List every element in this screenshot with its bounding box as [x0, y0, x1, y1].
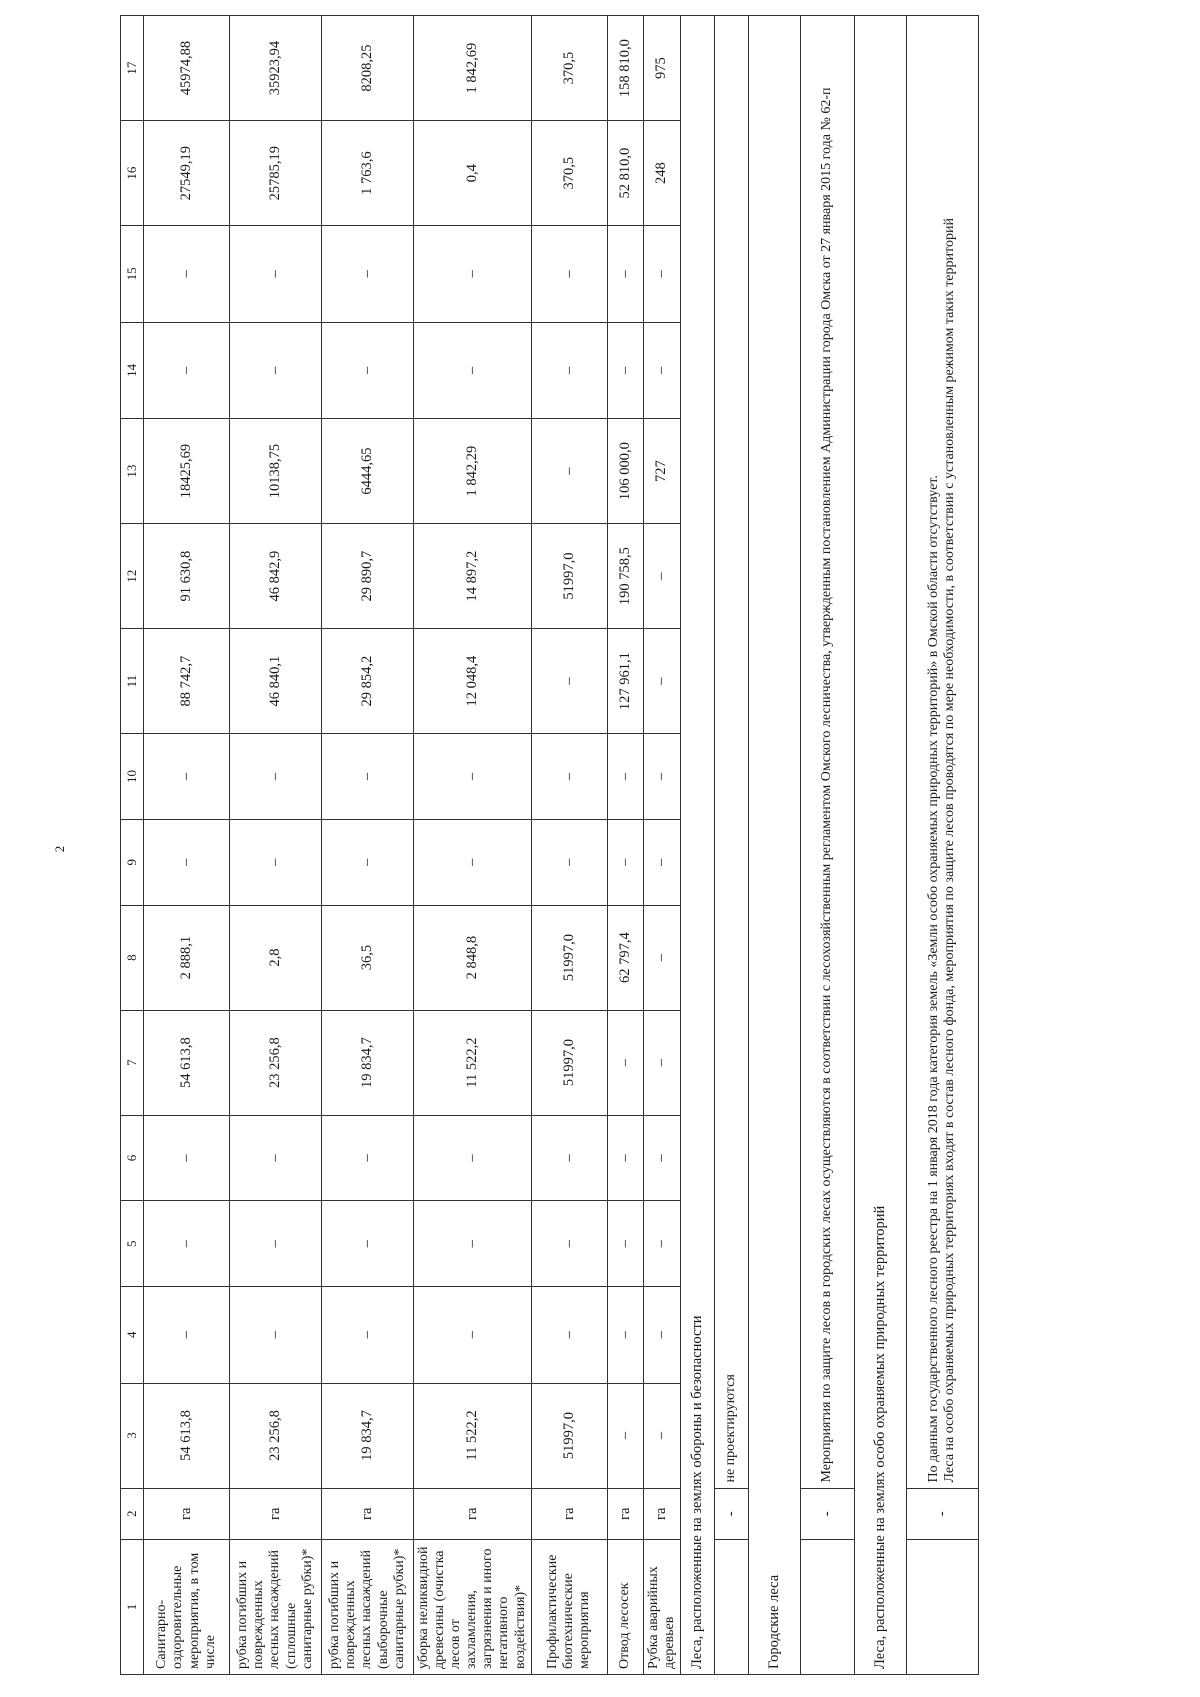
table-cell: – [414, 1287, 532, 1383]
table-cell: 12 048,4 [414, 629, 532, 734]
table-cell: – [414, 226, 532, 322]
table-cell: – [414, 1201, 532, 1287]
table-cell: га [607, 1488, 643, 1539]
table-cell: 51997,0 [531, 1010, 607, 1115]
table-cell: 2,8 [230, 905, 322, 1010]
table-cell: 2 888,1 [144, 905, 230, 1010]
table-cell: – [607, 734, 643, 820]
table-cell: – [607, 322, 643, 418]
table-cell: – [322, 819, 414, 905]
column-number: 12 [121, 524, 144, 629]
table-cell: – [607, 1383, 643, 1488]
table-cell: – [607, 1201, 643, 1287]
table-cell: – [643, 734, 680, 820]
table-cell: – [414, 734, 532, 820]
row-name: Отвод лесосек [607, 1539, 643, 1674]
section-note-row [906, 16, 978, 1675]
row-name: Санитарно-оздоровительные мероприятия, в том числе [144, 1539, 230, 1674]
table-cell: – [144, 322, 230, 418]
table-cell: – [607, 1010, 643, 1115]
table-cell: 248 [643, 121, 680, 226]
table-cell: га [230, 1488, 322, 1539]
table-cell: 14 897,2 [414, 524, 532, 629]
table-cell: 51997,0 [531, 1383, 607, 1488]
table-cell: – [230, 734, 322, 820]
table-cell: – [322, 226, 414, 322]
column-number: 4 [121, 1287, 144, 1383]
table-cell: га [414, 1488, 532, 1539]
table-row [607, 16, 643, 1675]
table-cell: – [531, 629, 607, 734]
empty-cell [714, 1539, 748, 1674]
table-cell: – [531, 819, 607, 905]
table-cell: – [607, 1115, 643, 1201]
table-cell: – [643, 1115, 680, 1201]
column-number: 14 [121, 322, 144, 418]
table-row [414, 16, 532, 1675]
table-cell: 46 840,1 [230, 629, 322, 734]
section-note [906, 16, 978, 1489]
column-number: 1 [121, 1539, 144, 1674]
table-cell: – [230, 226, 322, 322]
table-cell: 106 000,0 [607, 419, 643, 524]
table-cell: 91 630,8 [144, 524, 230, 629]
table-cell: – [144, 1287, 230, 1383]
table-cell: 23 256,8 [230, 1010, 322, 1115]
section-note-row [714, 16, 748, 1675]
table-cell: – [144, 226, 230, 322]
empty-cell [800, 1539, 854, 1674]
row-name: Профилактические биотехнические мероприятия [531, 1539, 607, 1674]
table-cell: 1 842,29 [414, 419, 532, 524]
section-title: Леса, расположенные на землях обороны и безопасности [680, 16, 714, 1675]
table-cell: 51997,0 [531, 524, 607, 629]
table-cell: – [322, 1287, 414, 1383]
table-cell: 2 848,8 [414, 905, 532, 1010]
table-cell: – [322, 322, 414, 418]
table-cell: – [144, 819, 230, 905]
table-cell: 19 834,7 [322, 1010, 414, 1115]
table-cell: – [144, 734, 230, 820]
table-row [531, 16, 607, 1675]
table-cell: 29 890,7 [322, 524, 414, 629]
table-row [643, 16, 680, 1675]
row-name: уборка неликвидной древесины (очистка лесов от захламления, загрязнения и иного негативного воздействия)* [414, 1539, 532, 1674]
section-title-row [748, 16, 800, 1675]
table-cell: 370,5 [531, 121, 607, 226]
table-cell: – [414, 322, 532, 418]
table-row [322, 16, 414, 1675]
column-number: 9 [121, 819, 144, 905]
column-number: 10 [121, 734, 144, 820]
table-cell: – [230, 322, 322, 418]
row-name: Рубка аварийных деревьев [643, 1539, 680, 1674]
table-cell: 1 842,69 [414, 16, 532, 121]
table-cell: – [643, 1010, 680, 1115]
table-cell: – [230, 1115, 322, 1201]
table-cell: – [531, 1287, 607, 1383]
table-cell: га [643, 1488, 680, 1539]
dash-cell: - [800, 1488, 854, 1539]
table-cell: – [607, 819, 643, 905]
table-cell: 370,5 [531, 16, 607, 121]
table-cell: 23 256,8 [230, 1383, 322, 1488]
column-number-row [121, 16, 144, 1675]
table-cell: 158 810,0 [607, 16, 643, 121]
table-cell: 36,5 [322, 905, 414, 1010]
table-cell: 0,4 [414, 121, 532, 226]
section-title: Городские леса [748, 16, 800, 1675]
table-cell: га [322, 1488, 414, 1539]
section-title-row [854, 16, 906, 1675]
table-cell: га [531, 1488, 607, 1539]
dash-cell: - [714, 1488, 748, 1539]
table-cell: 975 [643, 16, 680, 121]
forest-protection-table [120, 15, 979, 1675]
note-line: Леса на особо охраняемых природных территориях входят в состав лесного фонда, мероприятия по защите лесов проводятся по мере необходимости, в соответствии с установленным режимом таких территорий [942, 218, 958, 1483]
table-cell: 54 613,8 [144, 1010, 230, 1115]
table-cell: 11 522,2 [414, 1383, 532, 1488]
table-cell: – [322, 1115, 414, 1201]
section-title: Леса, расположенные на землях особо охраняемых природных территорий [854, 16, 906, 1675]
table-cell: – [643, 1287, 680, 1383]
table-cell: – [643, 524, 680, 629]
table-cell: га [144, 1488, 230, 1539]
dash-cell: - [906, 1488, 978, 1539]
table-cell: 29 854,2 [322, 629, 414, 734]
table-cell: – [643, 322, 680, 418]
table-cell: – [643, 819, 680, 905]
table-cell: – [643, 226, 680, 322]
column-number: 8 [121, 905, 144, 1010]
note-line: не проектируются [723, 1374, 739, 1483]
table-cell: 18425,69 [144, 419, 230, 524]
table-cell: – [531, 419, 607, 524]
table-cell: – [144, 1115, 230, 1201]
table-cell: – [643, 629, 680, 734]
table-cell: – [230, 1287, 322, 1383]
table-cell: 8208,25 [322, 16, 414, 121]
column-number: 15 [121, 226, 144, 322]
column-number: 17 [121, 16, 144, 121]
table-cell: – [322, 734, 414, 820]
table-cell: 1 763,6 [322, 121, 414, 226]
table-cell: 62 797,4 [607, 905, 643, 1010]
table-cell: 46 842,9 [230, 524, 322, 629]
table-cell: – [607, 1287, 643, 1383]
column-number: 13 [121, 419, 144, 524]
column-number: 3 [121, 1383, 144, 1488]
table-cell: – [531, 322, 607, 418]
table-cell: 11 522,2 [414, 1010, 532, 1115]
table-cell: 25785,19 [230, 121, 322, 226]
section-note [800, 16, 854, 1489]
note-line: Мероприятия по защите лесов в городских лесах осуществляются в соответствии с лесохозяйственным регламентом Омского лесничества, утвержденным постановлением Администрации города Омска от 27 января 2015 года № 62-п [819, 87, 835, 1483]
table-cell: – [414, 1115, 532, 1201]
table-cell: – [643, 1383, 680, 1488]
page-number: 2 [52, 845, 67, 853]
table-cell: – [414, 819, 532, 905]
table-cell: 190 758,5 [607, 524, 643, 629]
table-cell: 54 613,8 [144, 1383, 230, 1488]
row-name: рубка погибших и поврежденных лесных насаждений (выборочные санитарные рубки)* [322, 1539, 414, 1674]
row-name: рубка погибших и поврежденных лесных насаждений (сплошные санитарные рубки)* [230, 1539, 322, 1674]
table-cell: – [607, 226, 643, 322]
table-cell: 27549,19 [144, 121, 230, 226]
section-note [714, 16, 748, 1489]
section-title-row [680, 16, 714, 1675]
note-line: По данным государственного лесного реестра на 1 января 2018 года категория земель «Земли особо охраняемых природных территорий» в Омской области отсутствует. [926, 475, 942, 1483]
table-cell: – [531, 1201, 607, 1287]
table-cell: 52 810,0 [607, 121, 643, 226]
column-number: 11 [121, 629, 144, 734]
table-cell: 51997,0 [531, 905, 607, 1010]
empty-cell [906, 1539, 978, 1674]
table-cell: 45974,88 [144, 16, 230, 121]
table-cell: 10138,75 [230, 419, 322, 524]
table-row [144, 16, 230, 1675]
table-cell: – [322, 1201, 414, 1287]
table-cell: 19 834,7 [322, 1383, 414, 1488]
table-cell: – [643, 905, 680, 1010]
table-cell: – [531, 226, 607, 322]
column-number: 6 [121, 1115, 144, 1201]
table-cell: 727 [643, 419, 680, 524]
table-cell: – [531, 1115, 607, 1201]
table-cell: 127 961,1 [607, 629, 643, 734]
table-cell: 6444,65 [322, 419, 414, 524]
column-number: 7 [121, 1010, 144, 1115]
table-cell: – [643, 1201, 680, 1287]
section-note-row [800, 16, 854, 1675]
table-row [230, 16, 322, 1675]
table-cell: – [230, 1201, 322, 1287]
column-number: 2 [121, 1488, 144, 1539]
column-number: 5 [121, 1201, 144, 1287]
table-cell: – [531, 734, 607, 820]
table-cell: – [144, 1201, 230, 1287]
column-number: 16 [121, 121, 144, 226]
table-cell: – [230, 819, 322, 905]
table-cell: 88 742,7 [144, 629, 230, 734]
table-cell: 35923,94 [230, 16, 322, 121]
